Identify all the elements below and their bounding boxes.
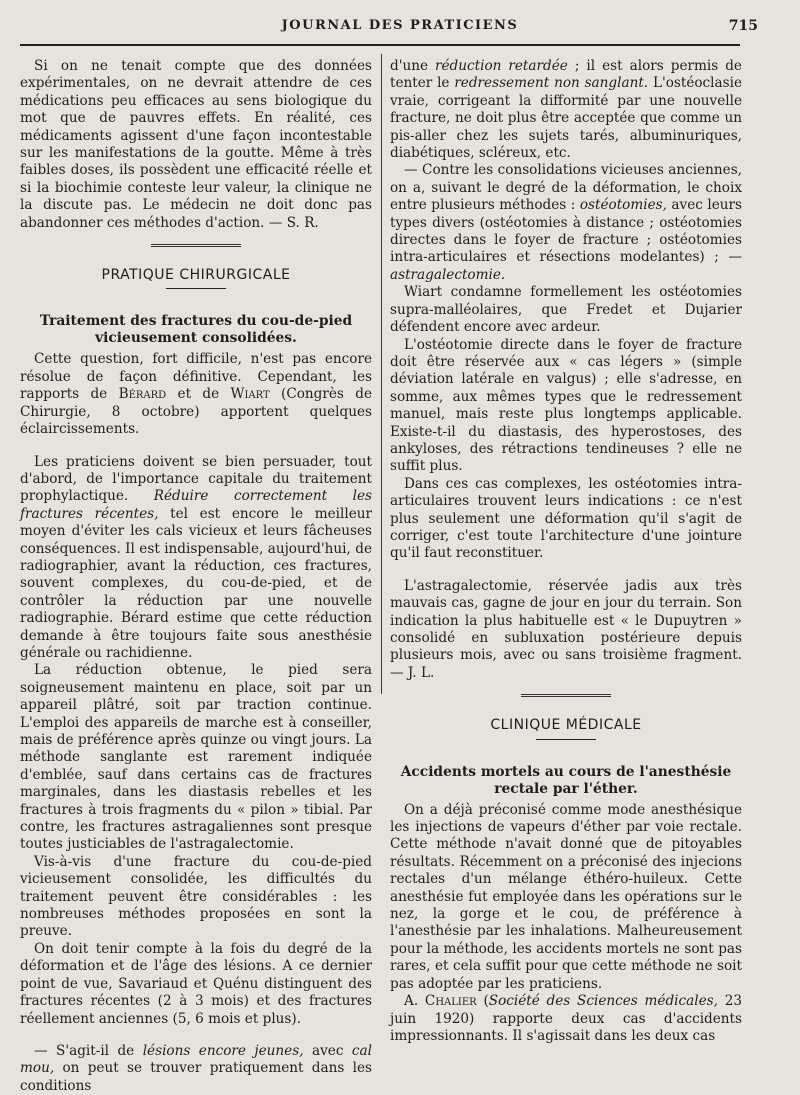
paragraph-r2 [390, 162, 742, 284]
section-rule [166, 288, 226, 289]
text-run: 23 juin 1920) rapporte deux cas d'accidents impressionnants. Il s'agissait dans les deux cas [390, 993, 742, 1044]
section-heading-medical: CLINIQUE MÉDICALE [490, 717, 642, 734]
text-run: A. [404, 993, 425, 1010]
right-column [390, 58, 742, 1045]
text-run: — Contre les consolidations vicieuses anciennes, on a, suivant le degré de la déformation, le choix entre plusieurs méthodes : [390, 162, 742, 214]
text-run: Cette question, fort difficile, n'est pas encore résolue de façon définitive. Cependant, les rapports de [20, 351, 372, 403]
paragraph-3: La réduction obtenue, le pied sera soigneusement maintenu en place, soit par un appareil plâtré, soit par traction continue. L'emploi des appareils de marche est à conseiller, mais de préférence après quinze ou vingt jours. La méthode sanglante est rarement indiquée d'emblée, sauf dans certains cas de fractures marginales, dans les diastasis rebelles et les fractures à trois fragments du « pilon » tibial. Par contre, les fractures astragaliennes sont presque toutes justiciables de l'astragalectomie. [20, 662, 372, 853]
text-run: (Congrès de Chirurgie, 8 octobre) apportent quelques éclaircissements. [20, 386, 372, 438]
text-run: avec [303, 1042, 352, 1059]
text-run: et de [166, 386, 231, 403]
italic-run: Société des Sciences médicales, [488, 993, 718, 1010]
left-column [20, 58, 372, 1095]
italic-run: Réduire correctement les fractures récentes, [20, 488, 372, 522]
italic-run: ostéotomies, [579, 197, 667, 214]
text-run: ; il est alors permis de tenter le [390, 58, 742, 92]
italic-run: astragalectomie. [390, 266, 506, 283]
author-name: Bérard [118, 386, 167, 403]
paragraph-2 [20, 454, 372, 663]
page-number: 715 [728, 18, 758, 34]
text-run: — S'agit-il de [34, 1042, 143, 1059]
paragraph-r1 [390, 58, 742, 162]
text-run: on peut se trouver pratiquement dans les conditions [20, 1060, 372, 1094]
text-run: tel est encore le meilleur moyen d'éviter les cals vicieux et leurs fâcheuses conséquences. Il est indispensable, aujourd'hui, de radiographier, avant la réduction, ces fractures, souvent complexes, du cou-de-pied, et de contrôler la réduction par une nouvelle radiographie. Bérard estime que cette réduction demande à être toujours faite sous anesthésie générale ou rachidienne. [20, 505, 372, 661]
text-run: Les praticiens doivent se bien persuader, tout d'abord, de l'importance capitale du traitement prophylactique. [20, 453, 372, 505]
italic-run: redressement non sanglant. [454, 75, 649, 92]
section-rule [536, 739, 596, 740]
text-run: L'ostéoclasie vraie, corrigeant la difformité par une nouvelle fracture, ne doit plus être acceptée que comme un pis-aller chez les sujets tarés, albuminuriques, diabétiques, scléreux, etc. [390, 75, 742, 162]
paragraph-1 [20, 351, 372, 438]
italic-run: réduction retardée [435, 58, 568, 74]
article-title-fractures: Traitement des fractures du cou-de-pied vicieusement consolidées. [39, 313, 353, 347]
column-divider [381, 54, 382, 694]
paragraph-r6: L'astragalectomie, réservée jadis aux très mauvais cas, gagne de jour en jour du terrain. Son indication la plus habituelle est « le Dupuytren » consolidé en subluxation postérieure depuis plusieurs mois, avec ou sans troisième fragment. — J. L. [390, 577, 742, 681]
paragraph-4: Vis-à-vis d'une fracture du cou-de-pied vicieusement consolidée, les difficultés du traitement peuvent être considérables : les nombreuses méthodes proposées en sont la preuve. [20, 853, 372, 940]
paragraph-r4: L'ostéotomie directe dans le foyer de fracture doit être réservée aux « cas légers » (simple déviation latérale en valgus) ; elle s'adresse, en somme, aux mêmes types que le redressement manuel, mais reste plus longtemps applicable. Existe-t-il du diastasis, des hyperostoses, des ankyloses, des rétractions tendineuses ? elle ne suffit plus. [390, 336, 742, 475]
section-separator [521, 694, 611, 697]
paragraph-r5: Dans ces cas complexes, les ostéotomies intra-articulaires trouvent leurs indications : ce n'est plus seulement une déformation qu'il s'agit de corriger, c'est toute l'architecture d'une jointure qu'il faut reconstituer. [390, 475, 742, 562]
section-separator [151, 244, 241, 247]
paragraph-r7: On a déjà préconisé comme mode anesthésique les injections de vapeurs d'éther par voie rectale. Cette méthode n'avait donné que de pitoyables résultats. Récemment on a préconisé des injecions rectales d'un mélange éthéro-huileux. Cette anesthésie fut employée dans les opérations sur le nez, la gorge et le cou, de préférence à l'anesthésie par les inhalations. Malheureusement pour la méthode, les accidents mortels ne sont pas rares, et cela suffit pour que cette méthode ne soit pas adoptée par les praticiens. [390, 801, 742, 992]
author-name: Wiart [230, 386, 270, 403]
italic-run: lésions encore jeunes, [142, 1042, 304, 1059]
text-run: ( [476, 993, 489, 1010]
header-rule [20, 44, 740, 46]
section-heading-surgical: PRATIQUE CHIRURGICALE [101, 267, 291, 284]
text-run: d'une [390, 58, 436, 74]
paragraph-5: On doit tenir compte à la fois du degré de la déformation et de l'âge des lésions. A ce dernier point de vue, Savariaud et Quénu distinguent des fractures récentes (2 à 3 mois) et des fractures réellement anciennes (5, 6 mois et plus). [20, 940, 372, 1027]
text-run: avec leurs types divers (ostéotomies à distance ; ostéotomies directes dans le foyer de fracture ; ostéotomies intra-articulaires et résections modelantes) ; — [390, 197, 742, 266]
paragraph-r8 [390, 993, 742, 1045]
italic-run: cal mou, [20, 1042, 372, 1077]
intro-paragraph: Si on ne tenait compte que des données expérimentales, on ne devrait attendre de ces médications peu efficaces au sens biologique du mot que de pauvres effets. En réalité, ces médicaments agissent d'une façon incontestable sur les manifestations de la goutte. Même à très faibles doses, ils possèdent une efficacité réelle et si la biochimie conteste leur valeur, la clinique ne la discute pas. Le médecin ne doit donc pas abandonner ces méthodes d'action. — S. R. [20, 58, 372, 231]
paragraph-r3: Wiart condamne formellement les ostéotomies supra-malléolaires, que Fredet et Dujarier défendent encore avec ardeur. [390, 284, 742, 336]
article-title-anesthesia: Accidents mortels au cours de l'anesthésie rectale par l'éther. [400, 763, 732, 797]
journal-title: JOURNAL DES PRATICIENS [281, 18, 519, 33]
page-header [20, 18, 780, 40]
author-name: Chalier [424, 993, 477, 1010]
